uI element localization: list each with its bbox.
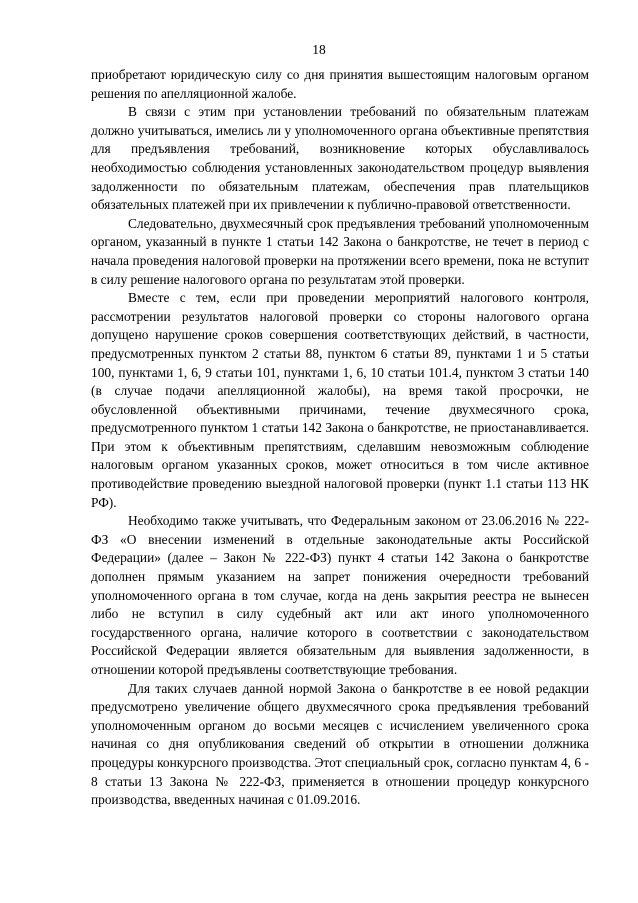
paragraph: Следовательно, двухмесячный срок предъявления требований уполномоченным органом, указанный в пункте 1 статьи 142 Закона о банкротстве, не течет в период с начала проведения налоговой проверки на протяжении всего времени, пока не вступит в силу решение налогового органа по результатам этой проверки. [91,215,589,287]
paragraph: Вместе с тем, если при проведении мероприятий налогового контроля, рассмотрении результатов налоговой проверки со стороны налогового органа допущено нарушение сроков совершения соответствующих действий, в частности, предусмотренных пунктом 2 статьи 88, пунктом 6 статьи 89, пунктами 1 и 5 статьи 100, пунктами 1, 6, 9 статьи 101, пунктами 1, 6, 10 статьи 101.4, пунктом 3 статьи 140 (в случае подачи апелляционной жалобы), на время такой просрочки, не обусловленной объективными причинами, течение двухмесячного срока, предусмотренного пунктом 1 статьи 142 Закона о банкротстве, не приостанавливается. При этом к объективным препятствиям, сделавшим невозможным соблюдение налоговым органом указанных сроков, может относиться в том числе активное противодействие проведению выездной налоговой проверки (пункт 1.1 статьи 113 НК РФ). [91,290,589,510]
paragraph: В связи с этим при установлении требований по обязательным платежам должно учитываться, имелись ли у уполномоченного органа объективные препятствия для предъявления требований, возникновение которых обуславливалось необходимостью соблюдения установленных законодательством процедур выявления задолженности по обязательным платежам, обеспечения прав плательщиков обязательных платежей при их привлечении к публично-правовой ответственности. [91,104,589,213]
body-text [91,66,589,810]
paragraph: Для таких случаев данной нормой Закона о банкротстве в ее новой редакции предусмотрено увеличение общего двухмесячного срока предъявления требований уполномоченным органом до восьми месяцев с исчислением увеличенного срока начиная со дня опубликования сведений об открытии в отношении должника процедуры конкурсного производства. Этот специальный срок, согласно пунктам 4, 6 - 8 статьи 13 Закона № 222-ФЗ, применяется в отношении процедур конкурсного производства, введенных начиная с 01.09.2016. [91,680,589,808]
paragraph-continuation: приобретают юридическую силу со дня принятия вышестоящим налоговым органом решения по апелляционной жалобе. [91,67,589,101]
paragraph: Необходимо также учитывать, что Федеральным законом от 23.06.2016 № 222-ФЗ «О внесении изменений в отдельные законодательные акты Российской Федерации» (далее – Закон № 222-ФЗ) пункт 4 статьи 142 Закона о банкротстве дополнен прямым указанием на запрет понижения очередности требований уполномоченного органа в том случае, когда на день закрытия реестра не вынесен либо не вступил в силу судебный акт или акт иного уполномоченного государственного органа, наличие которого в соответствии с законодательством Российской Федерации является обязательным для выявления задолженности, в отношении которой предъявлены соответствующие требования. [91,513,589,677]
page-number: 18 [312,42,326,57]
